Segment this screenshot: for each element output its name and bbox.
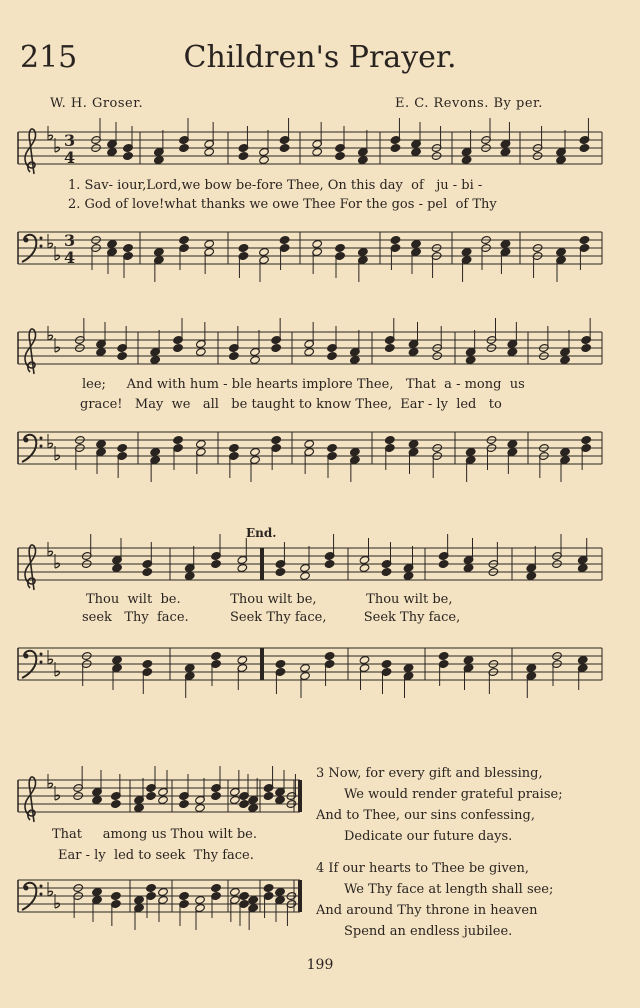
hymn-title: Children's Prayer.	[183, 40, 457, 75]
stanza-line: 4 If our hearts to Thee be given,	[316, 861, 530, 876]
svg-text:3: 3	[64, 131, 76, 150]
stanza-line: And around Thy throne in heaven	[316, 903, 538, 918]
treble-staff-1	[0, 128, 640, 168]
bass-staff-1	[0, 228, 640, 268]
treble-staff-3	[0, 544, 640, 584]
svg-text:4: 4	[64, 248, 76, 267]
svg-text:4: 4	[64, 148, 76, 167]
treble-staff-2	[0, 328, 640, 368]
verse2-line-1: 2. God of love!what thanks we owe Thee For the gos - pel of Thy	[68, 197, 497, 212]
stanza-line: And to Thee, our sins confessing,	[316, 808, 535, 823]
stanza-line: 3 Now, for every gift and blessing,	[316, 766, 543, 781]
arranger-credit: E. C. Revons. By per.	[395, 96, 543, 111]
verse1-line-3: Thou wilt be. Thou wilt be, Thou wilt be,	[86, 592, 453, 607]
svg-text:3: 3	[64, 231, 76, 250]
hymn-number: 215	[20, 40, 78, 75]
page-number: 199	[306, 957, 334, 973]
verse1-line-4: That among us Thou wilt be.	[52, 827, 257, 842]
verse2-line-2: grace! May we all be taught to know Thee, Ear - ly led to	[80, 397, 502, 412]
stanza-4	[316, 858, 553, 942]
stanza-line: We would render grateful praise;	[344, 787, 563, 802]
stanza-line: Spend an endless jubilee.	[344, 924, 513, 939]
verse1-line-1: 1. Sav- iour,Lord,we bow be-fore Thee, On this day of ju - bi -	[68, 178, 483, 193]
stanza-3	[316, 763, 563, 847]
composer-credit: W. H. Groser.	[50, 96, 144, 111]
end-marking: End.	[246, 526, 277, 540]
bass-staff-3	[0, 644, 640, 684]
bass-staff-2	[0, 428, 640, 468]
stanza-line: We Thy face at length shall see;	[344, 882, 554, 897]
verse1-line-2: lee; And with hum - ble hearts implore Thee, That a - mong us	[82, 377, 525, 392]
verse2-line-4: Ear - ly led to seek Thy face.	[58, 848, 254, 863]
stanza-line: Dedicate our future days.	[344, 829, 513, 844]
verse2-line-3: seek Thy face. Seek Thy face, Seek Thy face,	[82, 610, 461, 625]
